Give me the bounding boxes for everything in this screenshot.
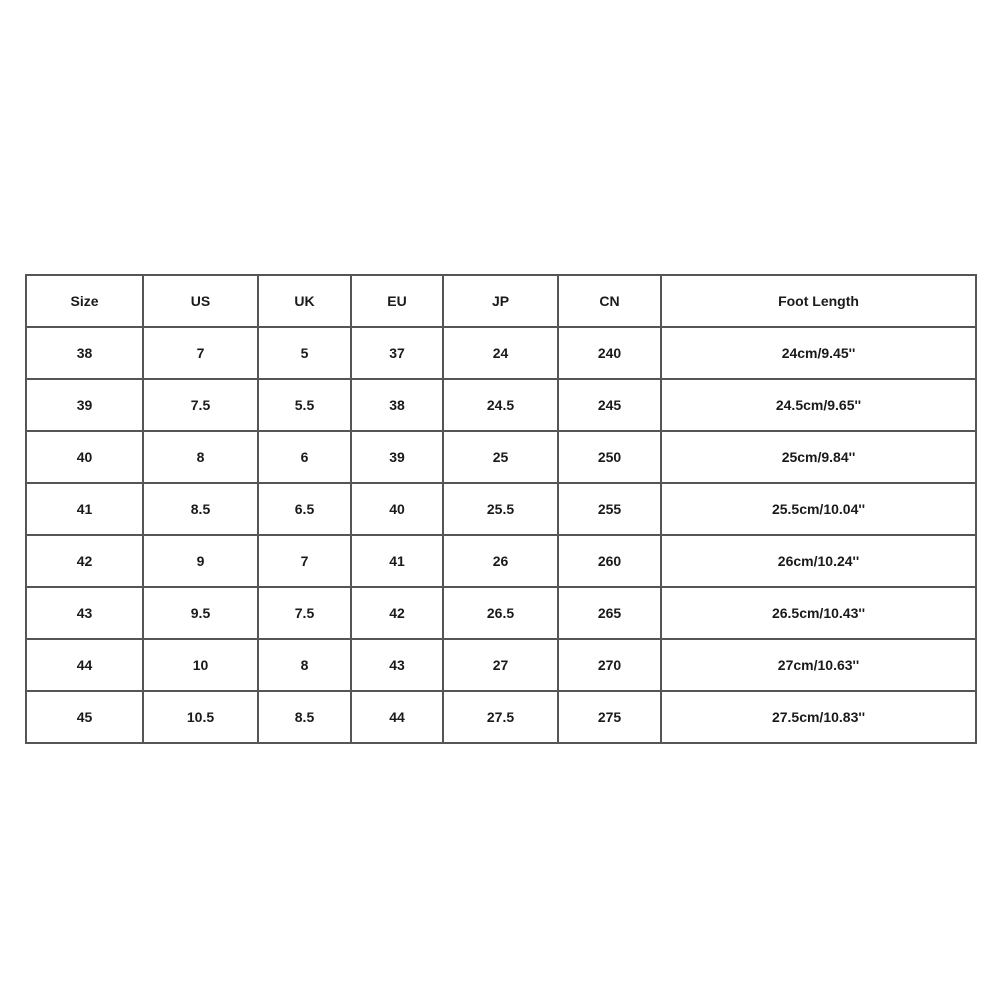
cell-uk: 5.5 — [258, 379, 351, 431]
size-chart-table — [25, 274, 977, 744]
cell-us: 8 — [143, 431, 258, 483]
cell-foot-length: 27.5cm/10.83'' — [661, 691, 976, 743]
header-size: Size — [26, 275, 143, 327]
cell-uk: 5 — [258, 327, 351, 379]
cell-foot-length: 24.5cm/9.65'' — [661, 379, 976, 431]
cell-us: 9.5 — [143, 587, 258, 639]
cell-eu: 43 — [351, 639, 443, 691]
header-jp: JP — [443, 275, 558, 327]
cell-jp: 25.5 — [443, 483, 558, 535]
cell-foot-length: 26.5cm/10.43'' — [661, 587, 976, 639]
cell-eu: 40 — [351, 483, 443, 535]
cell-cn: 260 — [558, 535, 661, 587]
cell-uk: 6.5 — [258, 483, 351, 535]
cell-size: 40 — [26, 431, 143, 483]
cell-size: 39 — [26, 379, 143, 431]
header-cn: CN — [558, 275, 661, 327]
header-us: US — [143, 275, 258, 327]
cell-eu: 44 — [351, 691, 443, 743]
cell-eu: 37 — [351, 327, 443, 379]
cell-cn: 245 — [558, 379, 661, 431]
cell-size: 44 — [26, 639, 143, 691]
cell-uk: 8 — [258, 639, 351, 691]
cell-jp: 27.5 — [443, 691, 558, 743]
cell-cn: 255 — [558, 483, 661, 535]
cell-foot-length: 26cm/10.24'' — [661, 535, 976, 587]
cell-foot-length: 25.5cm/10.04'' — [661, 483, 976, 535]
cell-size: 42 — [26, 535, 143, 587]
cell-size: 43 — [26, 587, 143, 639]
table-row — [26, 535, 976, 587]
cell-jp: 26 — [443, 535, 558, 587]
header-row — [26, 275, 976, 327]
cell-cn: 240 — [558, 327, 661, 379]
cell-eu: 41 — [351, 535, 443, 587]
cell-uk: 7.5 — [258, 587, 351, 639]
header-uk: UK — [258, 275, 351, 327]
cell-size: 41 — [26, 483, 143, 535]
cell-cn: 250 — [558, 431, 661, 483]
cell-eu: 42 — [351, 587, 443, 639]
table-row — [26, 379, 976, 431]
cell-jp: 27 — [443, 639, 558, 691]
header-eu: EU — [351, 275, 443, 327]
cell-jp: 24.5 — [443, 379, 558, 431]
cell-jp: 25 — [443, 431, 558, 483]
cell-uk: 7 — [258, 535, 351, 587]
cell-size: 38 — [26, 327, 143, 379]
cell-uk: 6 — [258, 431, 351, 483]
cell-jp: 26.5 — [443, 587, 558, 639]
table-row — [26, 587, 976, 639]
cell-foot-length: 27cm/10.63'' — [661, 639, 976, 691]
cell-size: 45 — [26, 691, 143, 743]
cell-foot-length: 25cm/9.84'' — [661, 431, 976, 483]
table-row — [26, 691, 976, 743]
cell-cn: 270 — [558, 639, 661, 691]
table-row — [26, 431, 976, 483]
cell-us: 7 — [143, 327, 258, 379]
table-row — [26, 639, 976, 691]
cell-us: 10 — [143, 639, 258, 691]
cell-cn: 275 — [558, 691, 661, 743]
cell-us: 7.5 — [143, 379, 258, 431]
table-row — [26, 483, 976, 535]
cell-us: 9 — [143, 535, 258, 587]
cell-eu: 39 — [351, 431, 443, 483]
header-foot-length: Foot Length — [661, 275, 976, 327]
cell-us: 8.5 — [143, 483, 258, 535]
cell-uk: 8.5 — [258, 691, 351, 743]
cell-eu: 38 — [351, 379, 443, 431]
cell-jp: 24 — [443, 327, 558, 379]
cell-us: 10.5 — [143, 691, 258, 743]
cell-cn: 265 — [558, 587, 661, 639]
table-row — [26, 327, 976, 379]
cell-foot-length: 24cm/9.45'' — [661, 327, 976, 379]
